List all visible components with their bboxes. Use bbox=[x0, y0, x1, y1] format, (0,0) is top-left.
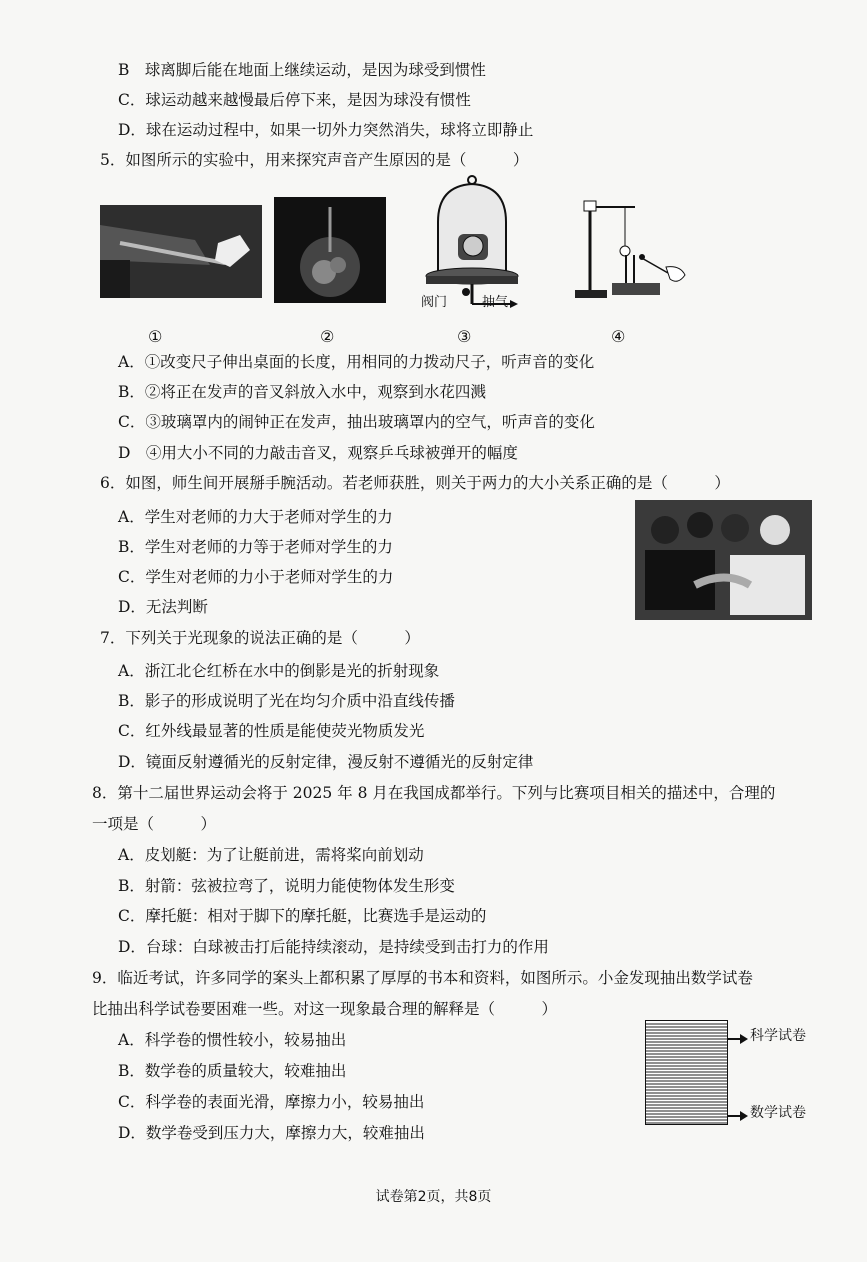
q4-option-b: B 球离脚后能在地面上继续运动，是因为球受到惯性 bbox=[118, 61, 486, 79]
q6-option-b: B．学生对老师的力等于老师对学生的力 bbox=[118, 538, 393, 556]
q9-option-c: C．科学卷的表面光滑，摩擦力小，较易抽出 bbox=[118, 1093, 425, 1111]
figure-ruler-photo bbox=[100, 205, 262, 298]
q6-option-d: D．无法判断 bbox=[118, 598, 208, 616]
q6-stem: 6．如图，师生间开展掰手腕活动。若老师获胜，则关于两力的大小关系正确的是（ ） bbox=[100, 474, 730, 492]
q7-option-a: A．浙江北仑红桥在水中的倒影是光的折射现象 bbox=[118, 662, 440, 680]
q8-option-a: A．皮划艇：为了让艇前进，需将桨向前划动 bbox=[118, 846, 424, 864]
q8-option-d: D．台球：白球被击打后能持续滚动，是持续受到击打力的作用 bbox=[118, 938, 549, 956]
page-footer: 试卷第2页，共8页 bbox=[375, 1189, 492, 1205]
q8-stem-line2: 一项是（ ） bbox=[92, 815, 217, 833]
q8-stem-line1: 8．第十二届世界运动会将于 2025 年 8 月在我国成都举行。下列与比赛项目相关的描述中，合理的 bbox=[92, 784, 776, 802]
q7-stem: 7．下列关于光现象的说法正确的是（ ） bbox=[100, 629, 420, 647]
q9-stem-line1: 9．临近考试，许多同学的案头上都积累了厚厚的书本和资料，如图所示。小金发现抽出数学试卷 bbox=[92, 969, 753, 987]
valve-label: 阀门 bbox=[421, 295, 448, 310]
q9-stem-line2: 比抽出科学试卷要困难一些。对这一现象最合理的解释是（ ） bbox=[92, 1000, 558, 1018]
q5-option-c: C．③玻璃罩内的闹钟正在发声，抽出玻璃罩内的空气，听声音的变化 bbox=[118, 413, 595, 431]
figure-label-2: ② bbox=[320, 327, 335, 346]
q6-option-c: C．学生对老师的力小于老师对学生的力 bbox=[118, 568, 394, 586]
q4-option-c: C．球运动越来越慢最后停下来，是因为球没有惯性 bbox=[118, 91, 471, 109]
q5-option-a: A．①改变尺子伸出桌面的长度，用相同的力拨动尺子，听声音的变化 bbox=[118, 353, 595, 371]
q8-option-b: B．射箭：弦被拉弯了，说明力能使物体发生形变 bbox=[118, 877, 455, 895]
label-math-paper: 数学试卷 bbox=[750, 1105, 806, 1121]
label-science-paper: 科学试卷 bbox=[750, 1028, 806, 1044]
figure-label-1: ① bbox=[148, 327, 163, 346]
q6-option-a: A．学生对老师的力大于老师对学生的力 bbox=[118, 508, 393, 526]
q7-option-c: C．红外线最显著的性质是能使荧光物质发光 bbox=[118, 722, 425, 740]
q8-option-c: C．摩托艇：相对于脚下的摩托艇，比赛选手是运动的 bbox=[118, 907, 487, 925]
q4-option-d: D．球在运动过程中，如果一切外力突然消失，球将立即静止 bbox=[118, 121, 534, 139]
figure-label-4: ④ bbox=[611, 327, 626, 346]
figure-label-3: ③ bbox=[457, 327, 472, 346]
q7-option-b: B．影子的形成说明了光在均匀介质中沿直线传播 bbox=[118, 692, 455, 710]
q5-option-b: B．②将正在发声的音叉斜放入水中，观察到水花四溅 bbox=[118, 383, 486, 401]
q5-stem: 5．如图所示的实验中，用来探究声音产生原因的是（ ） bbox=[100, 151, 529, 169]
pump-label: 抽气 bbox=[482, 295, 509, 310]
q9-option-d: D．数学卷受到压力大，摩擦力大，较难抽出 bbox=[118, 1124, 425, 1142]
arm-wrestling-photo bbox=[635, 500, 812, 620]
q5-option-d: D ④用大小不同的力敲击音叉，观察乒乓球被弹开的幅度 bbox=[118, 444, 518, 462]
figure-tuning-fork-water-photo bbox=[274, 197, 386, 303]
arrow-math bbox=[728, 1107, 748, 1119]
figure-tuning-fork-ball bbox=[570, 195, 690, 305]
arrow-science bbox=[728, 1030, 748, 1042]
q9-option-a: A．科学卷的惯性较小，较易抽出 bbox=[118, 1031, 347, 1049]
q9-option-b: B．数学卷的质量较大，较难抽出 bbox=[118, 1062, 347, 1080]
q7-option-d: D．镜面反射遵循光的反射定律，漫反射不遵循光的反射定律 bbox=[118, 753, 534, 771]
